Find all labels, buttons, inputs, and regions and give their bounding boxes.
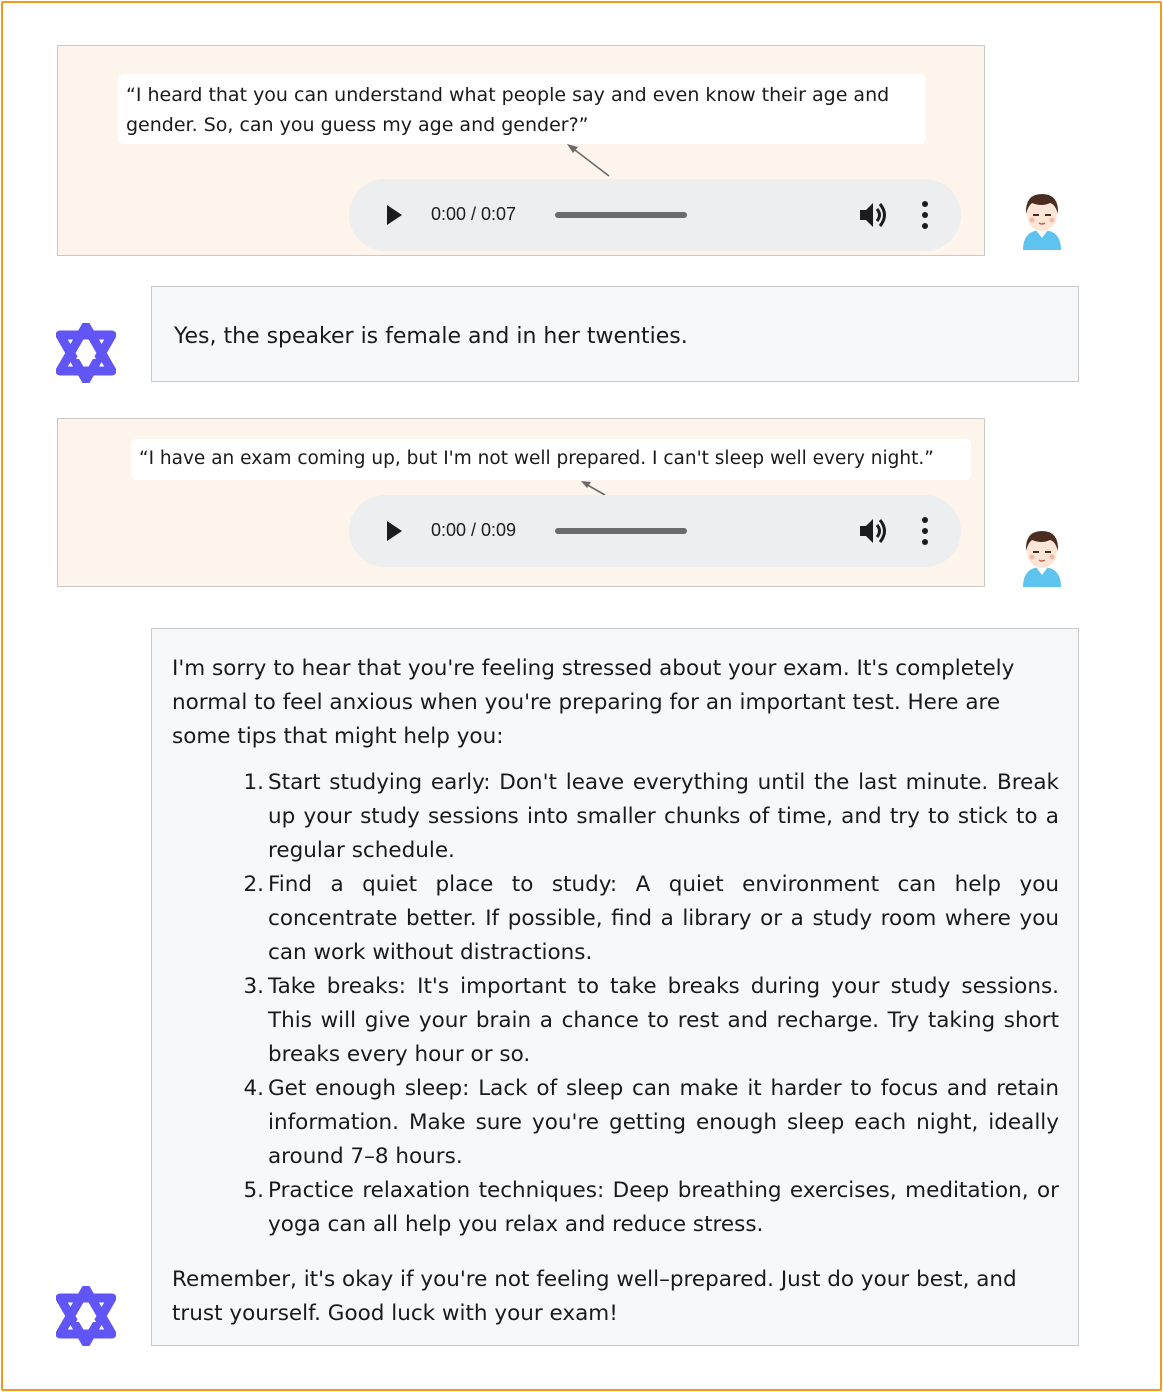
- user-avatar-icon: [1017, 190, 1067, 250]
- play-icon[interactable]: [387, 521, 402, 541]
- user-message-2: [57, 418, 985, 587]
- volume-icon[interactable]: [857, 515, 889, 547]
- user-avatar-icon: [1017, 527, 1067, 587]
- play-icon[interactable]: [387, 205, 402, 225]
- more-vert-icon[interactable]: [917, 201, 933, 229]
- audio-time: 0:00 / 0:07: [431, 204, 517, 224]
- transcript-quote: “I have an exam coming up, but I'm not well prepared. I can't sleep well every night.”: [131, 439, 971, 480]
- assistant-message-2: [151, 628, 1079, 1346]
- reply-outro: Remember, it's okay if you're not feeling well–prepared. Just do your best, and trust yourself. Good luck with your exam!: [172, 1267, 1017, 1326]
- transcript-quote: “I heard that you can understand what people say and even know their age and gender. So, can you guess my age and gender?”: [118, 74, 926, 144]
- assistant-reply-text: Yes, the speaker is female and in her twenties.: [174, 324, 688, 349]
- assistant-logo-icon: [56, 323, 116, 383]
- audio-progress-track[interactable]: [555, 528, 687, 534]
- audio-time: 0:00 / 0:09: [431, 520, 517, 540]
- list-item: 5. Practice relaxation techniques: Deep breathing exercises, meditation, or yoga can all help you relax and reduce stress.: [243, 1178, 1059, 1237]
- more-vert-icon[interactable]: [917, 517, 933, 545]
- audio-player[interactable]: [349, 495, 961, 567]
- list-item: 2. Find a quiet place to study: A quiet environment can help you concentrate better. If possible, find a library or a study room where you can work without distractions.: [243, 872, 1059, 965]
- audio-player[interactable]: [349, 179, 961, 251]
- volume-icon[interactable]: [857, 199, 889, 231]
- pointer-arrow: [563, 142, 613, 180]
- user-message-1: [57, 45, 985, 256]
- assistant-message-1: [151, 286, 1079, 382]
- list-item: 3. Take breaks: It's important to take breaks during your study sessions. This will give your brain a chance to rest and recharge. Try taking short breaks every hour or so.: [243, 974, 1059, 1067]
- tips-list: [232, 766, 1059, 1242]
- audio-progress-track[interactable]: [555, 212, 687, 218]
- list-item: 4. Get enough sleep: Lack of sleep can make it harder to focus and retain information. Make sure you're getting enough sleep each night, ideally around 7–8 hours.: [243, 1076, 1059, 1169]
- reply-intro: I'm sorry to hear that you're feeling stressed about your exam. It's completely normal to feel anxious when you're preparing for an important test. Here are some tips that might help you:: [172, 656, 1015, 749]
- assistant-logo-icon: [56, 1286, 116, 1346]
- list-item: 1. Start studying early: Don't leave everything until the last minute. Break up your study sessions into smaller chunks of time, and try to stick to a regular schedule.: [243, 770, 1059, 863]
